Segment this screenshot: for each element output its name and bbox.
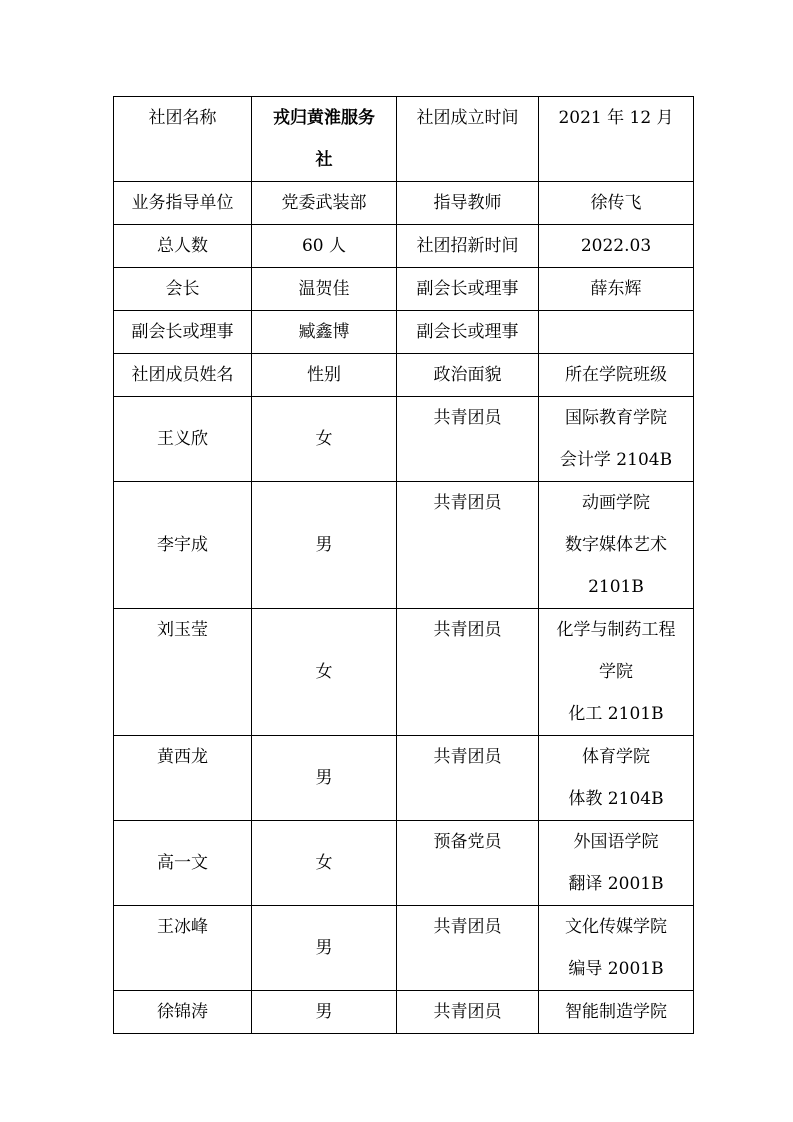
president-label: 会长: [114, 268, 252, 311]
member-gender: 男: [252, 906, 397, 991]
member-college: 国际教育学院 会计学 2104B: [539, 397, 694, 482]
member-gender: 女: [252, 821, 397, 906]
header-political: 政治面貌: [397, 354, 539, 397]
vp3-label: 副会长或理事: [397, 311, 539, 354]
club-name-value: 戎归黄淮服务 社: [252, 97, 397, 182]
member-name: 李宇成: [114, 482, 252, 609]
table-row: [114, 482, 694, 609]
member-name: 徐锦涛: [114, 991, 252, 1034]
member-political: 共青团员: [397, 736, 539, 821]
member-political: 预备党员: [397, 821, 539, 906]
row-dept: [114, 182, 694, 225]
founded-label: 社团成立时间: [397, 97, 539, 182]
member-name: 王冰峰: [114, 906, 252, 991]
teacher-label: 指导教师: [397, 182, 539, 225]
member-gender: 男: [252, 736, 397, 821]
header-college: 所在学院班级: [539, 354, 694, 397]
count-label: 总人数: [114, 225, 252, 268]
table-row: [114, 736, 694, 821]
table-row: [114, 397, 694, 482]
recruit-label: 社团招新时间: [397, 225, 539, 268]
recruit-value: 2022.03: [539, 225, 694, 268]
members-header-row: [114, 354, 694, 397]
table-row: [114, 821, 694, 906]
vp-value: 薛东辉: [539, 268, 694, 311]
dept-label: 业务指导单位: [114, 182, 252, 225]
table-row: [114, 609, 694, 736]
row-vp: [114, 311, 694, 354]
vp2-label: 副会长或理事: [114, 311, 252, 354]
member-college: 智能制造学院: [539, 991, 694, 1034]
member-political: 共青团员: [397, 397, 539, 482]
row-president: [114, 268, 694, 311]
teacher-value: 徐传飞: [539, 182, 694, 225]
member-political: 共青团员: [397, 906, 539, 991]
member-political: 共青团员: [397, 991, 539, 1034]
vp-label: 副会长或理事: [397, 268, 539, 311]
club-info-table: [113, 96, 694, 1034]
member-gender: 女: [252, 609, 397, 736]
member-college: 动画学院 数字媒体艺术 2101B: [539, 482, 694, 609]
header-name: 社团成员姓名: [114, 354, 252, 397]
table-row: [114, 906, 694, 991]
member-political: 共青团员: [397, 609, 539, 736]
member-college: 体育学院 体教 2104B: [539, 736, 694, 821]
row-club-name: [114, 97, 694, 182]
member-college: 化学与制药工程 学院 化工 2101B: [539, 609, 694, 736]
member-gender: 女: [252, 397, 397, 482]
club-name-label: 社团名称: [114, 97, 252, 182]
member-college: 文化传媒学院 编导 2001B: [539, 906, 694, 991]
member-gender: 男: [252, 482, 397, 609]
row-count: [114, 225, 694, 268]
dept-value: 党委武装部: [252, 182, 397, 225]
member-college: 外国语学院 翻译 2001B: [539, 821, 694, 906]
table-row: [114, 991, 694, 1034]
president-value: 温贺佳: [252, 268, 397, 311]
vp2-value: 臧鑫博: [252, 311, 397, 354]
member-political: 共青团员: [397, 482, 539, 609]
member-name: 王义欣: [114, 397, 252, 482]
member-name: 高一文: [114, 821, 252, 906]
count-value: 60 人: [252, 225, 397, 268]
vp3-value: [539, 311, 694, 354]
member-name: 黄西龙: [114, 736, 252, 821]
member-gender: 男: [252, 991, 397, 1034]
header-gender: 性别: [252, 354, 397, 397]
founded-value: 2021 年 12 月: [539, 97, 694, 182]
member-name: 刘玉莹: [114, 609, 252, 736]
